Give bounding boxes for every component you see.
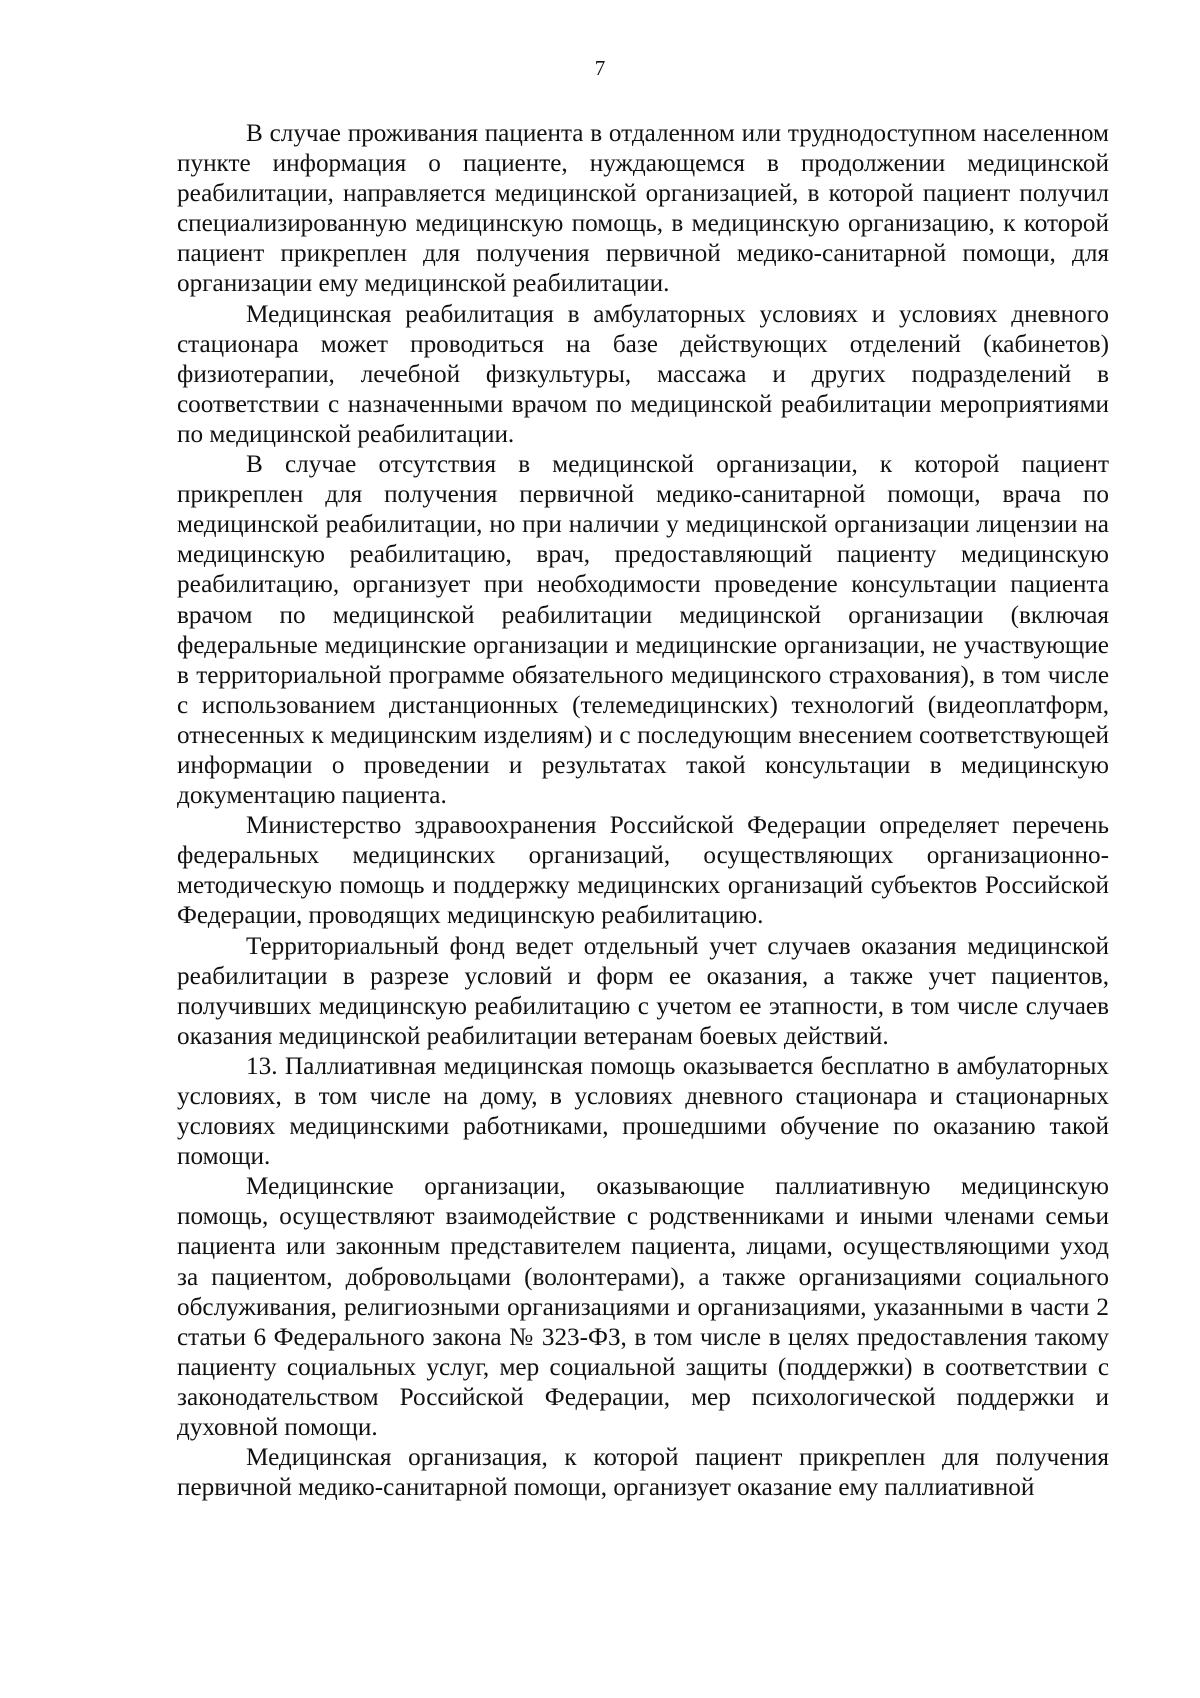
paragraph-palliative-cooperation: Медицинские организации, оказывающие паллиативную медицинскую помощь, осуществляют взаимодействие с родственниками и иными членами семьи пациента или законным представителем пациента, лицами, осуществляющими уход за пациентом, добровольцами (волонтерами), а также организациями социального обслуживания, религиозными организациями и организациями, указанными в части 2 статьи 6 Федерального закона № 323-ФЗ, в том числе в целях предоставления такому пациенту социальных услуг, мер социальной защиты (поддержки) в соответствии с законодательством Российской Федерации, мер психологической поддержки и духовной помощи. (177, 1173, 1109, 1442)
paragraph-palliative-organization: Медицинская организация, к которой пациент прикреплен для получения первичной медико-санитарной помощи, организует оказание ему паллиативной (177, 1444, 1109, 1502)
paragraph-palliative-care: 13. Паллиативная медицинская помощь оказывается бесплатно в амбулаторных условиях, в том числе на дому, в условиях дневного стационара и стационарных условиях медицинскими работниками, прошедшими обучение по оказанию такой помощи. (177, 1052, 1109, 1171)
document-body (177, 119, 1109, 1503)
paragraph-outpatient-rehabilitation: Медицинская реабилитация в амбулаторных условиях и условиях дневного стационара может проводиться на базе действующих отделений (кабинетов) физиотерапии, лечебной физкультуры, массажа и других подразделений в соответствии с назначенными врачом по медицинской реабилитации мероприятиями по медицинской реабилитации. (177, 300, 1109, 448)
paragraph-territorial-fund: Территориальный фонд ведет отдельный учет случаев оказания медицинской реабилитации в разрезе условий и форм ее оказания, а также учет пациентов, получивших медицинскую реабилитацию с учетом ее этапности, в том числе случаев оказания медицинской реабилитации ветеранам боевых действий. (177, 932, 1109, 1050)
page-number: 7 (594, 56, 606, 80)
paragraph-remote-residence: В случае проживания пациента в отдаленном или труднодоступном населенном пункте информация о пациенте, нуждающемся в продолжении медицинской реабилитации, направляется медицинской организацией, в которой пациент получил специализированную медицинскую помощь, в медицинскую организацию, к которой пациент прикреплен для получения первичной медико-санитарной помощи, для организации ему медицинской реабилитации. (177, 120, 1109, 298)
paragraph-rehabilitation-consultation: В случае отсутствия в медицинской организации, к которой пациент прикреплен для получения первичной медико-санитарной помощи, врача по медицинской реабилитации, но при наличии у медицинской организации лицензии на медицинскую реабилитацию, врач, предоставляющий пациенту медицинскую реабилитацию, организует при необходимости проведение консультации пациента врачом по медицинской реабилитации медицинской организации (включая федеральные медицинские организации и медицинские организации, не участвующие в территориальной программе обязательного медицинского страхования), в том числе с использованием дистанционных (телемедицинских) технологий (видеоплатформ, отнесенных к медицинским изделиям) и с последующим внесением соответствующей информации о проведении и результатах такой консультации в медицинскую документацию пациента. (177, 451, 1109, 810)
paragraph-ministry-list: Министерство здравоохранения Российской Федерации определяет перечень федеральных медицинских организаций, осуществляющих организационно-методическую помощь и поддержку медицинских организаций субъектов Российской Федерации, проводящих медицинскую реабилитацию. (177, 812, 1109, 930)
